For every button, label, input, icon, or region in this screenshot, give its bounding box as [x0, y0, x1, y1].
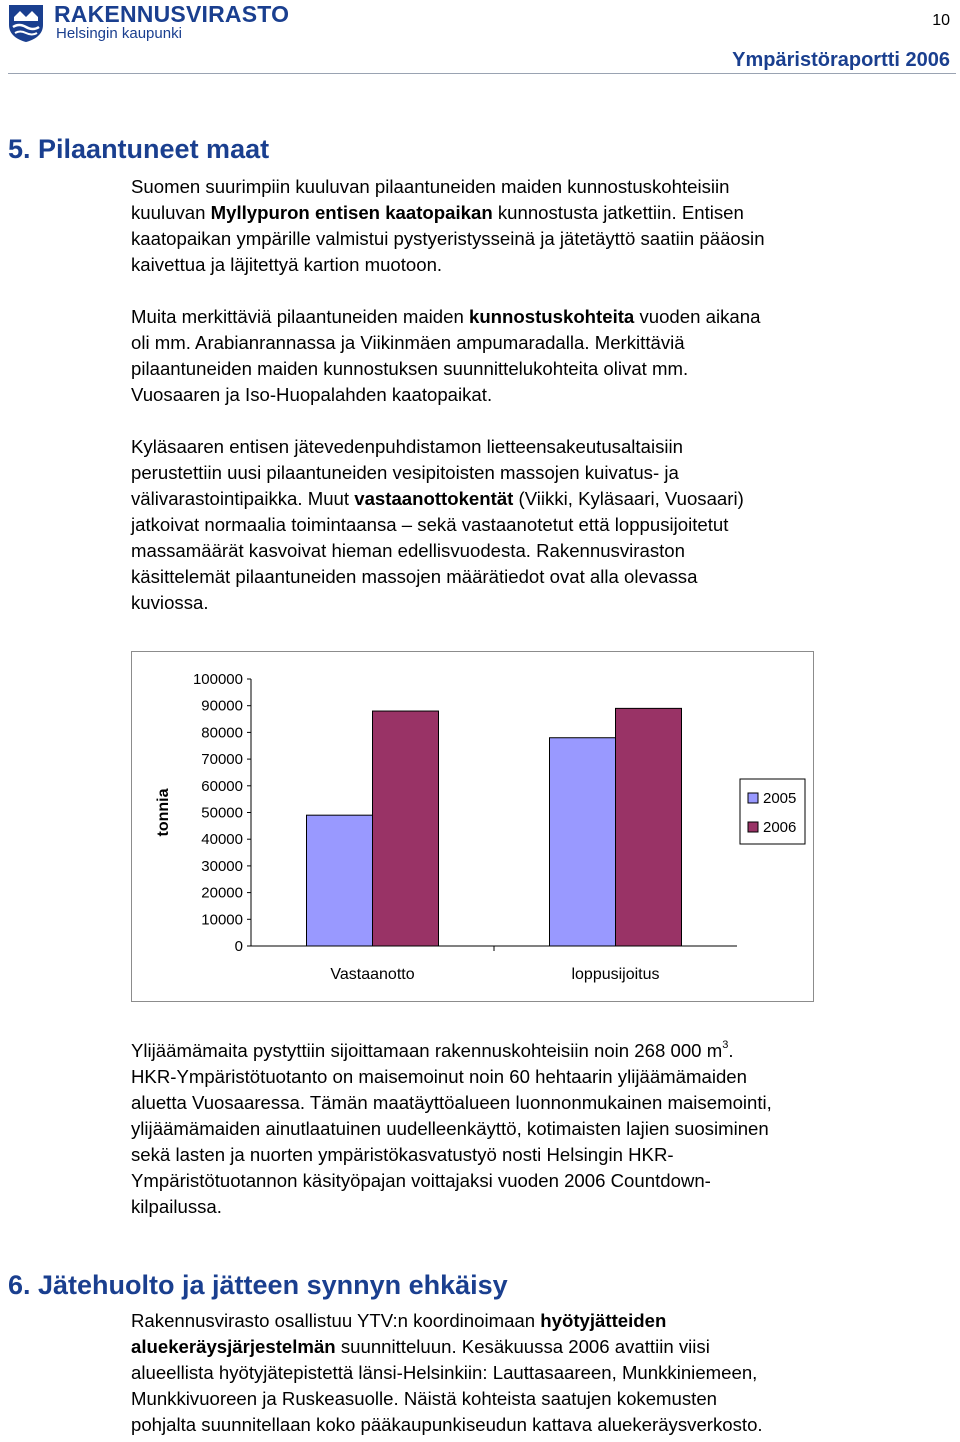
- text-line: [131, 564, 931, 590]
- x-category-label: loppusijoitus: [571, 966, 660, 983]
- text-run: Munkkivuoreen ja Ruskeasuolle. Näistä kohteista saatujen kokemusten: [131, 1388, 718, 1409]
- bold-text: vastaanottokentät: [354, 488, 514, 509]
- text-line: [131, 356, 931, 382]
- text-line: [131, 1386, 931, 1412]
- y-tick-label: 30000: [201, 857, 243, 875]
- text-line: [131, 1038, 931, 1064]
- text-line: [131, 1116, 931, 1142]
- y-tick-label: 60000: [201, 777, 243, 795]
- rakennusvirasto-logo: [6, 3, 296, 43]
- page-number: 10: [932, 12, 950, 29]
- bar-2006-Vastaanotto: [373, 711, 439, 946]
- bar-2006-loppusijoitus: [616, 708, 682, 946]
- text-run: alueellista hyötyjätepistettä länsi-Helsinkiin: Lauttasaareen, Munkkiniemeen,: [131, 1362, 758, 1383]
- text-line: [131, 434, 931, 460]
- chart-canvas: [132, 652, 813, 1001]
- section-5-heading: 5. Pilaantuneet maat: [8, 134, 270, 164]
- bold-text: Myllypuron entisen kaatopaikan: [210, 202, 493, 223]
- legend-swatch-2006: [748, 822, 758, 832]
- org-title: RAKENNUSVIRASTO: [54, 1, 290, 27]
- text-run: Muita merkittäviä pilaantuneiden maiden: [131, 306, 469, 327]
- bold-text: aluekeräysjärjestelmän: [131, 1336, 336, 1357]
- contaminated-soil-chart: [131, 651, 814, 1002]
- legend-label: 2006: [763, 819, 797, 836]
- text-run: jatkoivat normaalia toimintaansa – sekä vastaanotetut että loppusijoitetut: [131, 514, 729, 535]
- superscript: 3: [722, 1039, 729, 1051]
- text-line: [131, 252, 931, 278]
- text-run: .: [728, 1040, 734, 1061]
- header-divider: [8, 73, 956, 74]
- text-run: kuuluvan: [131, 202, 211, 223]
- section-5-paragraph-4: [131, 1038, 931, 1220]
- text-run: Ympäristötuotannon käsityöpajan voittajaksi vuoden 2006 Countdown-: [131, 1170, 711, 1191]
- y-tick-label: 10000: [201, 911, 243, 929]
- text-run: pilaantuneiden maiden kunnostuksen suunnittelukohteita olivat mm.: [131, 358, 689, 379]
- text-line: [131, 1064, 931, 1090]
- text-line: [131, 486, 931, 512]
- text-run: kilpailussa.: [131, 1196, 222, 1217]
- text-run: kuviossa.: [131, 592, 209, 613]
- text-run: Ylijäämämaita pystyttiin sijoittamaan rakennuskohteisiin noin 268 000 m: [131, 1040, 723, 1061]
- text-line: [131, 590, 931, 616]
- text-line: [131, 1360, 931, 1386]
- y-axis-label: tonnia: [155, 788, 172, 837]
- legend-label: 2005: [763, 790, 797, 807]
- section-5-paragraph-2: [131, 304, 931, 408]
- text-line: [131, 538, 931, 564]
- section-6-heading: 6. Jätehuolto ja jätteen synnyn ehkäisy: [8, 1270, 508, 1300]
- bar-2005-Vastaanotto: [307, 815, 373, 946]
- text-run: (Viikki, Kyläsaari, Vuosaari): [513, 488, 744, 509]
- section-5-paragraph-1: [131, 174, 931, 278]
- text-line: [131, 460, 931, 486]
- org-subtitle: Helsingin kaupunki: [56, 25, 182, 42]
- text-run: pohjalta suunnitellaan koko pääkaupunkiseudun kattava aluekeräysverkosto.: [131, 1414, 763, 1435]
- text-line: [131, 1308, 931, 1334]
- text-line: [131, 1142, 931, 1168]
- x-category-label: Vastaanotto: [330, 966, 415, 983]
- report-title: Ympäristöraportti 2006: [732, 49, 950, 71]
- y-tick-label: 0: [234, 938, 243, 955]
- text-line: [131, 200, 931, 226]
- text-run: massamäärät kasvoivat hieman edellisvuodesta. Rakennusviraston: [131, 540, 685, 561]
- text-run: perustettiin uusi pilaantuneiden vesipitoisten massojen kuivatus- ja: [131, 462, 679, 483]
- text-line: [131, 1194, 931, 1220]
- bold-text: kunnostuskohteita: [468, 306, 635, 327]
- section-6-paragraph-1: [131, 1308, 931, 1438]
- text-line: [131, 330, 931, 356]
- text-run: Suomen suurimpiin kuuluvan pilaantuneiden maiden kunnostuskohteisiin: [131, 176, 730, 197]
- text-run: välivarastointipaikka. Muut: [131, 488, 355, 509]
- bold-text: hyötyjätteiden: [540, 1310, 667, 1331]
- y-tick-label: 50000: [201, 804, 243, 822]
- bar-2005-loppusijoitus: [550, 738, 616, 946]
- text-line: [131, 1334, 931, 1360]
- y-tick-label: 90000: [201, 697, 243, 715]
- y-tick-label: 100000: [192, 671, 243, 688]
- y-tick-label: 20000: [201, 884, 243, 902]
- helsinki-crest-icon: [6, 3, 46, 43]
- text-line: [131, 1090, 931, 1116]
- text-run: kunnostusta jatkettiin. Entisen: [492, 202, 744, 223]
- text-run: ylijäämämaiden ainutlaatuinen uudelleenkäyttö, kotimaisten lajien suosiminen: [131, 1118, 769, 1139]
- text-run: HKR-Ympäristötuotanto on maisemoinut noin 60 hehtaarin ylijäämämaiden: [131, 1066, 747, 1087]
- text-line: [131, 512, 931, 538]
- text-run: sekä lasten ja nuorten ympäristökasvatustyö nosti Helsingin HKR-: [131, 1144, 674, 1165]
- text-run: Rakennusvirasto osallistuu YTV:n koordinoimaan: [131, 1310, 541, 1331]
- text-line: [131, 304, 931, 330]
- text-line: [131, 1168, 931, 1194]
- text-run: Kyläsaaren entisen jätevedenpuhdistamon lietteensakeutusaltaisiin: [131, 436, 683, 457]
- section-5-paragraph-3: [131, 434, 931, 616]
- legend-swatch-2005: [748, 793, 758, 803]
- text-line: [131, 1412, 931, 1438]
- y-tick-label: 70000: [201, 751, 243, 769]
- y-tick-label: 80000: [201, 724, 243, 742]
- text-run: kaivettua ja läjitettyä kartion muotoon.: [131, 254, 443, 275]
- text-run: suunnitteluun. Kesäkuussa 2006 avattiin viisi: [335, 1336, 710, 1357]
- text-line: [131, 174, 931, 200]
- text-run: oli mm. Arabianrannassa ja Viikinmäen ampumaradalla. Merkittäviä: [131, 332, 685, 353]
- text-line: [131, 382, 931, 408]
- text-run: käsittelemät pilaantuneiden massojen määrätiedot ovat alla olevassa: [131, 566, 698, 587]
- text-line: [131, 226, 931, 252]
- text-run: aluetta Vuosaaressa. Tämän maatäyttöalueen luonnonmukainen maisemointi,: [131, 1092, 772, 1113]
- text-run: Vuosaaren ja Iso-Huopalahden kaatopaikat.: [131, 384, 493, 405]
- text-run: kaatopaikan ympärille valmistui pystyeristysseinä ja jätetäyttö saatiin pääosin: [131, 228, 765, 249]
- y-tick-label: 40000: [201, 831, 243, 849]
- text-run: vuoden aikana: [634, 306, 761, 327]
